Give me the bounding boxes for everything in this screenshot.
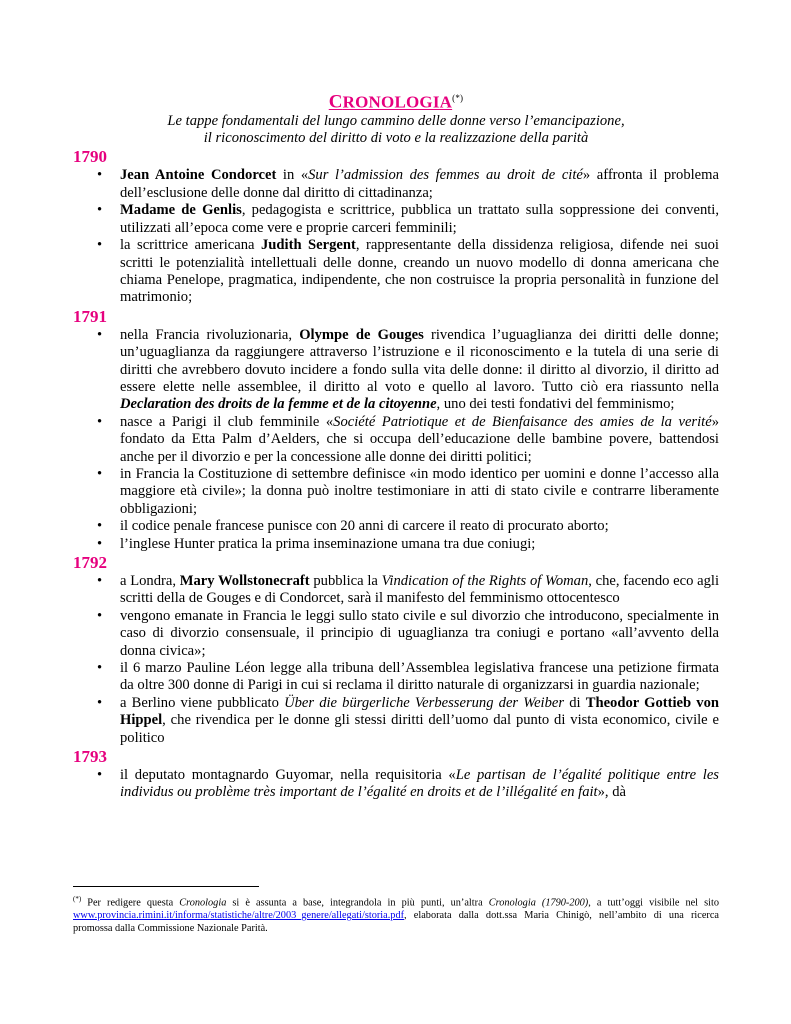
list-item	[73, 327, 719, 414]
person-name: Madame de Genlis	[120, 202, 242, 219]
club-name: Société Patriotique et de Bienfaisance des amies de la verité	[333, 413, 712, 430]
list-item: • vengono emanate in Francia le leggi sullo stato civile e sul divorzio che introducono, specialmente in caso di divorzio consensuale, il principio di uguaglianza tra coniugi e portano «all’avvento della donna civica»;	[73, 608, 719, 660]
footnote-text: Per redigere questa	[81, 897, 180, 909]
person-name: Theodor Gottieb von Hippel	[120, 694, 719, 729]
list-item: • in Francia la Costituzione di settembre definisce «in modo identico per uomini e donne l’accesso alla maggiore età civile»; la donna può inoltre testimoniare in atti di stato civile e contrarre liberamente obbligazioni;	[73, 466, 719, 518]
document-title	[73, 88, 719, 113]
year-heading-1790: 1790	[73, 147, 107, 167]
title-rest: RONOLOGIA	[342, 92, 453, 112]
list-item	[73, 414, 719, 466]
person-name: Judith Sergent	[261, 237, 356, 254]
footnote-italic: Cronologia (1790-200)	[488, 897, 589, 909]
list-1792	[73, 573, 719, 747]
item-text: » affronta il problema dell’esclusione delle donne dal diritto di cittadinanza;	[120, 167, 719, 201]
subtitle	[73, 113, 719, 148]
item-text: a Londra,	[120, 573, 180, 589]
work-title: Vindication of the Rights of Woman	[381, 573, 589, 589]
work-title: Le partisan de l’égalité politique entre les individus ou problème très important de l’égalité en droits et de l’illégalité en fait	[120, 767, 719, 801]
person-name: Mary Wollstonecraft	[179, 573, 310, 589]
footnote-mark: (*)	[73, 895, 82, 903]
item-text: nasce a Parigi il club femminile «	[120, 413, 334, 430]
year-heading-1792: 1792	[73, 553, 107, 572]
list-item	[73, 237, 719, 307]
list-1793	[73, 767, 719, 802]
work-title: Über die bürgerliche Verbesserung der Weiber	[284, 694, 565, 711]
list-item	[73, 167, 719, 202]
source-link[interactable]: www.provincia.rimini.it/informa/statistiche/altre/2003_genere/allegati/storia.pdf	[73, 910, 405, 922]
list-item: • il codice penale francese punisce con 20 anni di carcere il reato di procurato aborto;	[73, 518, 719, 535]
item-text: , che rivendica per le donne gli stessi diritti dell’uomo dal punto di vista economico, civile e politico	[120, 712, 719, 746]
footnote	[73, 893, 719, 935]
list-item	[73, 767, 719, 802]
item-text: », dà	[597, 784, 626, 801]
list-item	[73, 695, 719, 747]
list-item: • il 6 marzo Pauline Léon legge alla tribuna dell’Assemblea legislativa francese una petizione firmata da oltre 300 donne di Parigi in cui si reclama il diritto naturale di organizzarsi in guardia nazionale;	[73, 660, 719, 695]
item-text: , rappresentante della dissidenza religiosa, difende nei suoi scritti le potenzialità intellettuali delle donne, creando un nuovo modello di donna americana che chiama Penelope, pragmatica, indipendente, che non costruisce la propria personalità in funzione del matrimonio;	[120, 237, 719, 306]
item-text: pubblica la	[309, 573, 382, 589]
item-text: , pedagogista e scrittrice, pubblica un trattato sulla soppressione dei conventi, utilizzati all’epoca come vere e proprie carceri femminili;	[120, 202, 719, 236]
subtitle-line-2: il riconoscimento del diritto di voto e la realizzazione della parità	[203, 130, 589, 147]
item-text: , uno dei testi fondativi del femminismo;	[436, 396, 675, 413]
footnote-separator	[73, 886, 259, 887]
year-heading-1793: 1793	[73, 747, 107, 767]
footnote-text: , elaborata dalla dott.ssa Maria Chinigò, nell’ambito di una ricerca promossa dalla Commissione Nazionale Parità.	[73, 910, 719, 934]
list-item: • l’inglese Hunter pratica la prima inseminazione umana tra due coniugi;	[73, 536, 719, 553]
item-text: a Berlino viene pubblicato	[120, 694, 285, 711]
item-text: di	[564, 694, 586, 711]
work-title: Declaration des droits de la femme et de la citoyenne	[120, 396, 437, 413]
item-text: rivendica l’uguaglianza dei diritti delle donne; un’uguaglianza da raggiungere attraverso l’istruzione e il riconoscimento e la tutela di una serie di diritti che avrebbero dovuto incidere a fondo sulla vita delle donne: il diritto al divorzio, il diritto ad essere elette nelle assemblee, il diritto al voto e quello al lavoro. Tutto ciò era riassunto nella	[120, 326, 719, 395]
list-1791	[73, 327, 719, 553]
work-title: Sur l’admission des femmes au droit de cité	[308, 167, 583, 184]
item-text: » fondato da Etta Palm d’Aelders, che si occupa dell’educazione delle bambine povere, battendosi anche per il divorzio e per la concessione alle donne dei diritti politici;	[120, 413, 719, 465]
person-name: Jean Antoine Condorcet	[120, 167, 277, 184]
item-text: nella Francia rivoluzionaria,	[120, 326, 300, 343]
subtitle-line-1: Le tappe fondamentali del lungo cammino delle donne verso l’emancipazione,	[167, 112, 625, 129]
footnote-text: si è assunta a base, integrandola in più punti, un’altra	[226, 897, 489, 909]
footnote-italic: Cronologia	[179, 897, 227, 909]
footnote-reference[interactable]: (*)	[452, 93, 464, 103]
item-text: il deputato montagnardo Guyomar, nella requisitoria «	[120, 767, 456, 784]
list-item	[73, 202, 719, 237]
list-1790	[73, 167, 719, 306]
person-name: Olympe de Gouges	[299, 326, 424, 343]
title-initial: C	[328, 91, 343, 113]
year-heading-1791: 1791	[73, 306, 107, 326]
footnote-text: , a tutt’oggi visibile nel sito	[588, 897, 719, 909]
item-text: , che, facendo eco agli scritti della de Gouges e di Condorcet, sarà il manifesto del femminismo ottocentesco	[120, 573, 720, 607]
list-item	[73, 573, 719, 608]
item-text: in «	[276, 167, 309, 184]
item-text: la scrittrice americana	[120, 237, 261, 254]
document-body	[73, 88, 719, 802]
